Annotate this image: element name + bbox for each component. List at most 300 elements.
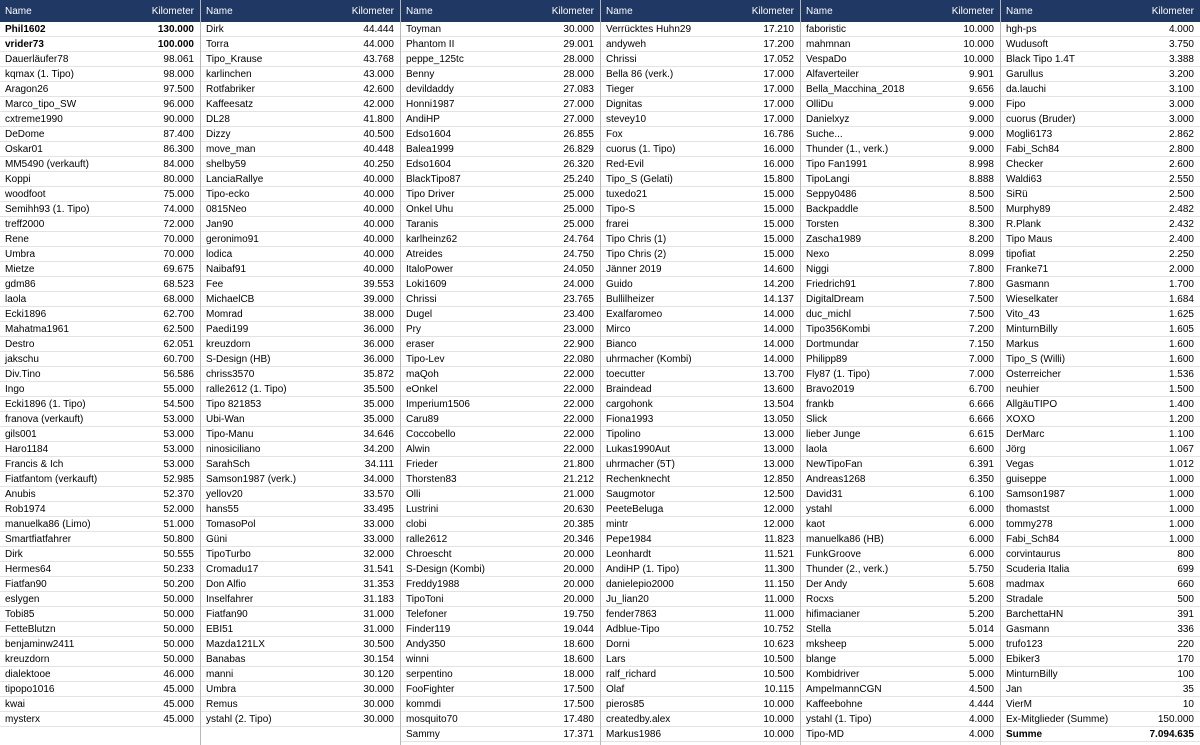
cell-kilometer[interactable]: 7.800 — [968, 263, 994, 275]
cell-kilometer[interactable]: 19.750 — [563, 608, 594, 620]
cell-kilometer[interactable]: 220 — [1177, 638, 1194, 650]
cell-name[interactable]: Honni1987 — [406, 98, 455, 110]
cell-kilometer[interactable]: 21.212 — [563, 473, 594, 485]
cell-name[interactable]: Dignitas — [606, 98, 643, 110]
cell-name[interactable]: Lars — [606, 653, 626, 665]
cell-kilometer[interactable]: 3.388 — [1168, 53, 1194, 65]
cell-name[interactable]: gils001 — [5, 428, 37, 440]
cell-kilometer[interactable]: 20.000 — [563, 563, 594, 575]
cell-kilometer[interactable]: 17.052 — [763, 53, 794, 65]
cell-kilometer[interactable]: 10.500 — [763, 653, 794, 665]
cell-kilometer[interactable]: 4.500 — [968, 683, 994, 695]
cell-kilometer[interactable]: 40.000 — [363, 188, 394, 200]
cell-name[interactable]: Thunder (1., verk.) — [806, 143, 889, 155]
cell-kilometer[interactable]: 70.000 — [163, 233, 194, 245]
cell-name[interactable]: Haro1184 — [5, 443, 49, 455]
cell-kilometer[interactable]: 3.000 — [1168, 98, 1194, 110]
cell-kilometer[interactable]: 16.786 — [763, 128, 794, 140]
cell-name[interactable]: Lukas1990Aut — [606, 443, 670, 455]
cell-kilometer[interactable]: 18.600 — [563, 638, 594, 650]
cell-kilometer[interactable]: 27.000 — [563, 113, 594, 125]
cell-name[interactable]: eslygen — [5, 593, 40, 605]
cell-kilometer[interactable]: 10.000 — [763, 698, 794, 710]
cell-name[interactable]: ninosiciliano — [206, 443, 261, 455]
cell-name[interactable]: Rene — [5, 233, 29, 245]
header-kilometer[interactable]: Kilometer — [1151, 5, 1194, 17]
cell-name[interactable]: maQoh — [406, 368, 439, 380]
cell-name[interactable]: Dorni — [606, 638, 630, 650]
cell-kilometer[interactable]: 30.154 — [363, 653, 394, 665]
cell-name[interactable]: Braindead — [606, 383, 652, 395]
cell-kilometer[interactable]: 30.000 — [363, 698, 394, 710]
cell-name[interactable]: pieros85 — [606, 698, 645, 710]
cell-kilometer[interactable]: 50.200 — [163, 578, 194, 590]
cell-kilometer[interactable]: 6.100 — [968, 488, 994, 500]
cell-name[interactable]: Benny — [406, 68, 435, 80]
cell-name[interactable]: Cromadu17 — [206, 563, 259, 575]
cell-name[interactable]: tipofiat — [1006, 248, 1036, 260]
cell-name[interactable]: XOXO — [1006, 413, 1035, 425]
cell-kilometer[interactable]: 14.137 — [763, 293, 794, 305]
cell-kilometer[interactable]: 20.000 — [563, 593, 594, 605]
cell-name[interactable]: Tipolino — [606, 428, 641, 440]
cell-kilometer[interactable]: 2.600 — [1168, 158, 1194, 170]
cell-kilometer[interactable]: 74.000 — [163, 203, 194, 215]
cell-kilometer[interactable]: 6.000 — [968, 518, 994, 530]
cell-name[interactable]: Tipo_S (Gelati) — [606, 173, 673, 185]
cell-kilometer[interactable]: 1.000 — [1168, 518, 1194, 530]
cell-kilometer[interactable]: 1.625 — [1168, 308, 1194, 320]
cell-kilometer[interactable]: 13.504 — [763, 398, 794, 410]
cell-name[interactable]: OlliDu — [806, 98, 834, 110]
cell-name[interactable]: winni — [406, 653, 429, 665]
cell-kilometer[interactable]: 40.000 — [363, 218, 394, 230]
cell-name[interactable]: Naibaf91 — [206, 263, 247, 275]
cell-kilometer[interactable]: 31.541 — [363, 563, 394, 575]
cell-kilometer[interactable]: 14.200 — [763, 278, 794, 290]
cell-name[interactable]: DL28 — [206, 113, 230, 125]
cell-name[interactable]: kwai — [5, 698, 26, 710]
cell-name[interactable]: Fabi_Sch84 — [1006, 533, 1060, 545]
cell-name[interactable]: Tipo_Krause — [206, 53, 263, 65]
cell-kilometer[interactable]: 6.600 — [968, 443, 994, 455]
cell-name[interactable]: shelby59 — [206, 158, 247, 170]
cell-kilometer[interactable]: 22.000 — [563, 413, 594, 425]
header-kilometer[interactable]: Kilometer — [551, 5, 594, 17]
cell-name[interactable]: Black Tipo 1.4T — [1006, 53, 1075, 65]
cell-name[interactable]: Leonhardt — [606, 548, 652, 560]
cell-kilometer[interactable]: 9.000 — [968, 143, 994, 155]
cell-kilometer[interactable]: 500 — [1177, 593, 1194, 605]
cell-kilometer[interactable]: 23.000 — [563, 323, 594, 335]
cell-name[interactable]: Kombidriver — [806, 668, 860, 680]
cell-name[interactable]: Tobi85 — [5, 608, 35, 620]
cell-name[interactable]: Pry — [406, 323, 421, 335]
cell-name[interactable]: Bella 86 (verk.) — [606, 68, 674, 80]
cell-kilometer[interactable]: 50.000 — [163, 638, 194, 650]
cell-name[interactable]: Dortmundar — [806, 338, 859, 350]
cell-name[interactable]: Fee — [206, 278, 224, 290]
cell-name[interactable]: Fiatfan90 — [206, 608, 248, 620]
cell-kilometer[interactable]: 30.000 — [363, 713, 394, 725]
cell-kilometer[interactable]: 2.550 — [1168, 173, 1194, 185]
cell-kilometer[interactable]: 98.000 — [163, 68, 194, 80]
cell-kilometer[interactable]: 8.500 — [968, 188, 994, 200]
cell-kilometer[interactable]: 4.000 — [968, 713, 994, 725]
cell-kilometer[interactable]: 24.750 — [563, 248, 594, 260]
cell-kilometer[interactable]: 68.000 — [163, 293, 194, 305]
cell-name[interactable]: Tipo356Kombi — [806, 323, 871, 335]
cell-kilometer[interactable]: 17.000 — [763, 68, 794, 80]
cell-name[interactable]: 0815Neo — [206, 203, 247, 215]
cell-kilometer[interactable]: 8.099 — [968, 248, 994, 260]
cell-kilometer[interactable]: 10.752 — [763, 623, 794, 635]
cell-name[interactable]: yellov20 — [206, 488, 243, 500]
cell-kilometer[interactable]: 34.111 — [364, 458, 394, 470]
cell-name[interactable]: danielepio2000 — [606, 578, 674, 590]
cell-name[interactable]: Gasmann — [1006, 623, 1050, 635]
cell-name[interactable]: laola — [806, 443, 828, 455]
cell-name[interactable]: Sammy — [406, 728, 440, 740]
cell-name[interactable]: TipoTurbo — [206, 548, 251, 560]
cell-kilometer[interactable]: 43.768 — [363, 53, 394, 65]
cell-kilometer[interactable]: 5.750 — [968, 563, 994, 575]
cell-kilometer[interactable]: 100.000 — [157, 38, 194, 50]
cell-kilometer[interactable]: 6.700 — [968, 383, 994, 395]
cell-kilometer[interactable]: 35.872 — [363, 368, 394, 380]
cell-kilometer[interactable]: 23.400 — [563, 308, 594, 320]
cell-kilometer[interactable]: 33.570 — [363, 488, 394, 500]
cell-name[interactable]: Güni — [206, 533, 228, 545]
cell-kilometer[interactable]: 53.000 — [163, 413, 194, 425]
cell-kilometer[interactable]: 25.240 — [563, 173, 594, 185]
cell-name[interactable]: Tipo Chris (1) — [606, 233, 667, 245]
cell-name[interactable]: ItaloPower — [406, 263, 454, 275]
cell-kilometer[interactable]: 25.000 — [563, 218, 594, 230]
cell-kilometer[interactable]: 39.000 — [363, 293, 394, 305]
cell-name[interactable]: Niggi — [806, 263, 829, 275]
cell-name[interactable]: Slick — [806, 413, 828, 425]
cell-name[interactable]: Vegas — [1006, 458, 1034, 470]
cell-name[interactable]: kommdi — [406, 698, 442, 710]
cell-name[interactable]: Finder119 — [406, 623, 451, 635]
cell-name[interactable]: manuelka86 (Limo) — [5, 518, 91, 530]
cell-name[interactable]: Balea1999 — [406, 143, 454, 155]
cell-kilometer[interactable]: 69.675 — [163, 263, 194, 275]
cell-kilometer[interactable]: 62.700 — [163, 308, 194, 320]
cell-name[interactable]: Phil1602 — [5, 23, 46, 35]
cell-name[interactable]: Fiatfan90 — [5, 578, 47, 590]
cell-kilometer[interactable]: 1.000 — [1168, 533, 1194, 545]
cell-kilometer[interactable]: 21.000 — [563, 488, 594, 500]
cell-kilometer[interactable]: 800 — [1177, 548, 1194, 560]
cell-kilometer[interactable]: 34.200 — [363, 443, 394, 455]
cell-name[interactable]: andyweh — [606, 38, 647, 50]
cell-kilometer[interactable]: 39.553 — [363, 278, 394, 290]
cell-kilometer[interactable]: 27.000 — [563, 98, 594, 110]
cell-name[interactable]: Tipo 821853 — [206, 398, 262, 410]
cell-kilometer[interactable]: 13.000 — [763, 458, 794, 470]
cell-name[interactable]: Smartfiatfahrer — [5, 533, 72, 545]
cell-name[interactable]: franova (verkauft) — [5, 413, 84, 425]
cell-kilometer[interactable]: 11.000 — [764, 608, 794, 620]
cell-name[interactable]: Guido — [606, 278, 633, 290]
cell-kilometer[interactable]: 20.385 — [563, 518, 594, 530]
cell-kilometer[interactable]: 44.444 — [363, 23, 394, 35]
cell-name[interactable]: fender7863 — [606, 608, 657, 620]
cell-kilometer[interactable]: 1.100 — [1168, 428, 1194, 440]
cell-kilometer[interactable]: 7.500 — [968, 308, 994, 320]
cell-kilometer[interactable]: 84.000 — [163, 158, 194, 170]
header-name[interactable]: Name — [206, 5, 233, 17]
cell-kilometer[interactable]: 12.000 — [763, 503, 794, 515]
cell-kilometer[interactable]: 60.700 — [163, 353, 194, 365]
cell-name[interactable]: Stella — [806, 623, 832, 635]
cell-kilometer[interactable]: 40.500 — [363, 128, 394, 140]
cell-name[interactable]: gdm86 — [5, 278, 36, 290]
cell-kilometer[interactable]: 150.000 — [1157, 713, 1194, 725]
cell-kilometer[interactable]: 4.000 — [1168, 23, 1194, 35]
cell-name[interactable]: BarchettaHN — [1006, 608, 1064, 620]
cell-kilometer[interactable]: 4.444 — [968, 698, 994, 710]
cell-name[interactable]: cxtreme1990 — [5, 113, 63, 125]
cell-name[interactable]: FetteBlutzn — [5, 623, 56, 635]
cell-kilometer[interactable]: 1.536 — [1168, 368, 1194, 380]
cell-kilometer[interactable]: 15.800 — [763, 173, 794, 185]
cell-name[interactable]: Loki1609 — [406, 278, 447, 290]
cell-kilometer[interactable]: 24.050 — [563, 263, 594, 275]
cell-name[interactable]: ystahl (1. Tipo) — [806, 713, 872, 725]
cell-kilometer[interactable]: 45.000 — [163, 713, 194, 725]
cell-name[interactable]: trufo123 — [1006, 638, 1043, 650]
cell-name[interactable]: Div.Tino — [5, 368, 41, 380]
cell-name[interactable]: Mirco — [606, 323, 631, 335]
cell-name[interactable]: Fipo — [1006, 98, 1026, 110]
cell-name[interactable]: Chroescht — [406, 548, 452, 560]
cell-kilometer[interactable]: 14.600 — [763, 263, 794, 275]
cell-name[interactable]: geronimo91 — [206, 233, 259, 245]
cell-name[interactable]: kqmax (1. Tipo) — [5, 68, 74, 80]
cell-name[interactable]: Jan — [1006, 683, 1023, 695]
cell-kilometer[interactable]: 56.586 — [163, 368, 194, 380]
cell-name[interactable]: Tipo Driver — [406, 188, 455, 200]
cell-name[interactable]: Onkel Uhu — [406, 203, 454, 215]
cell-kilometer[interactable]: 3.000 — [1168, 113, 1194, 125]
cell-kilometer[interactable]: 28.000 — [563, 68, 594, 80]
cell-name[interactable]: tuxedo21 — [606, 188, 648, 200]
cell-kilometer[interactable]: 52.985 — [163, 473, 194, 485]
cell-name[interactable]: kaot — [806, 518, 825, 530]
header-name[interactable]: Name — [806, 5, 833, 17]
cell-kilometer[interactable]: 3.750 — [1168, 38, 1194, 50]
cell-kilometer[interactable]: 8.200 — [968, 233, 994, 245]
cell-kilometer[interactable]: 36.000 — [363, 353, 394, 365]
cell-name[interactable]: Rob1974 — [5, 503, 46, 515]
cell-name[interactable]: Checker — [1006, 158, 1044, 170]
cell-kilometer[interactable]: 40.000 — [363, 233, 394, 245]
cell-kilometer[interactable]: 16.000 — [763, 143, 794, 155]
cell-name[interactable]: mosquito70 — [406, 713, 458, 725]
cell-name[interactable]: Markus — [1006, 338, 1039, 350]
cell-kilometer[interactable]: 6.000 — [968, 548, 994, 560]
cell-name[interactable]: Garullus — [1006, 68, 1044, 80]
cell-name[interactable]: toecutter — [606, 368, 645, 380]
cell-name[interactable]: Semihh93 (1. Tipo) — [5, 203, 90, 215]
cell-kilometer[interactable]: 50.000 — [163, 608, 194, 620]
cell-name[interactable]: S-Design (HB) — [206, 353, 271, 365]
cell-name[interactable]: Waldi63 — [1006, 173, 1042, 185]
cell-name[interactable]: Thorsten83 — [406, 473, 457, 485]
cell-kilometer[interactable]: 21.800 — [563, 458, 594, 470]
cell-kilometer[interactable]: 35 — [1182, 683, 1194, 695]
cell-name[interactable]: Pepe1984 — [606, 533, 652, 545]
cell-kilometer[interactable]: 36.000 — [363, 323, 394, 335]
cell-name[interactable]: Mahatma1961 — [5, 323, 69, 335]
cell-name[interactable]: Tipo Chris (2) — [606, 248, 667, 260]
cell-name[interactable]: stevey10 — [606, 113, 647, 125]
cell-name[interactable]: NewTipoFan — [806, 458, 863, 470]
cell-kilometer[interactable]: 41.800 — [363, 113, 394, 125]
cell-kilometer[interactable]: 20.000 — [563, 578, 594, 590]
cell-name[interactable]: FunkGroove — [806, 548, 862, 560]
cell-name[interactable]: Der Andy — [806, 578, 848, 590]
cell-kilometer[interactable]: 32.000 — [363, 548, 394, 560]
cell-kilometer[interactable]: 70.000 — [163, 248, 194, 260]
cell-name[interactable]: Chrissi — [606, 53, 637, 65]
cell-kilometer[interactable]: 80.000 — [163, 173, 194, 185]
cell-kilometer[interactable]: 50.000 — [163, 623, 194, 635]
cell-kilometer[interactable]: 1.600 — [1168, 353, 1194, 365]
cell-kilometer[interactable]: 40.448 — [363, 143, 394, 155]
cell-name[interactable]: Summe — [1006, 728, 1043, 740]
cell-kilometer[interactable]: 17.200 — [763, 38, 794, 50]
cell-name[interactable]: uhrmacher (Kombi) — [606, 353, 692, 365]
cell-kilometer[interactable]: 5.608 — [968, 578, 994, 590]
cell-name[interactable]: EBI51 — [206, 623, 234, 635]
cell-kilometer[interactable]: 6.391 — [968, 458, 994, 470]
cell-kilometer[interactable]: 15.000 — [763, 203, 794, 215]
cell-name[interactable]: Frieder — [406, 458, 438, 470]
cell-name[interactable]: Oskar01 — [5, 143, 43, 155]
cell-name[interactable]: Torra — [206, 38, 229, 50]
cell-kilometer[interactable]: 6.615 — [968, 428, 994, 440]
cell-name[interactable]: cuorus (1. Tipo) — [606, 143, 676, 155]
cell-kilometer[interactable]: 15.000 — [763, 248, 794, 260]
cell-name[interactable]: treff2000 — [5, 218, 45, 230]
cell-kilometer[interactable]: 7.150 — [968, 338, 994, 350]
cell-name[interactable]: BlackTipo87 — [406, 173, 461, 185]
cell-kilometer[interactable]: 6.666 — [968, 398, 994, 410]
cell-name[interactable]: Ex-Mitglieder (Summe) — [1006, 713, 1109, 725]
cell-kilometer[interactable]: 11.300 — [764, 563, 794, 575]
cell-kilometer[interactable]: 10.000 — [963, 23, 994, 35]
cell-name[interactable]: move_man — [206, 143, 256, 155]
cell-name[interactable]: Rechenknecht — [606, 473, 670, 485]
cell-kilometer[interactable]: 50.555 — [163, 548, 194, 560]
cell-name[interactable]: Koppi — [5, 173, 31, 185]
cell-kilometer[interactable]: 44.000 — [363, 38, 394, 50]
cell-name[interactable]: Saugmotor — [606, 488, 655, 500]
cell-name[interactable]: tipopo1016 — [5, 683, 55, 695]
cell-kilometer[interactable]: 14.000 — [763, 323, 794, 335]
cell-kilometer[interactable]: 1.700 — [1168, 278, 1194, 290]
cell-kilometer[interactable]: 13.050 — [763, 413, 794, 425]
cell-kilometer[interactable]: 17.000 — [763, 83, 794, 95]
cell-name[interactable]: ystahl (2. Tipo) — [206, 713, 272, 725]
cell-kilometer[interactable]: 2.800 — [1168, 143, 1194, 155]
cell-name[interactable]: Taranis — [406, 218, 439, 230]
cell-name[interactable]: Franke71 — [1006, 263, 1049, 275]
cell-kilometer[interactable]: 15.000 — [763, 188, 794, 200]
cell-name[interactable]: benjaminw2411 — [5, 638, 75, 650]
cell-name[interactable]: createdby.alex — [606, 713, 671, 725]
cell-name[interactable]: hifimacianer — [806, 608, 860, 620]
cell-kilometer[interactable]: 18.600 — [563, 653, 594, 665]
cell-kilometer[interactable]: 42.600 — [363, 83, 394, 95]
cell-kilometer[interactable]: 17.000 — [763, 98, 794, 110]
cell-name[interactable]: David31 — [806, 488, 843, 500]
cell-name[interactable]: Gasmann — [1006, 278, 1050, 290]
cell-name[interactable]: TipoLangi — [806, 173, 850, 185]
cell-name[interactable]: ralf_richard — [606, 668, 657, 680]
cell-name[interactable]: Ecki1896 (1. Tipo) — [5, 398, 86, 410]
cell-kilometer[interactable]: 5.200 — [968, 593, 994, 605]
cell-name[interactable]: ralle2612 (1. Tipo) — [206, 383, 287, 395]
cell-kilometer[interactable]: 86.300 — [163, 143, 194, 155]
cell-kilometer[interactable]: 43.000 — [363, 68, 394, 80]
cell-name[interactable]: Kaffeesatz — [206, 98, 254, 110]
cell-name[interactable]: Fabi_Sch84 — [1006, 143, 1060, 155]
header-kilometer[interactable]: Kilometer — [951, 5, 994, 17]
cell-kilometer[interactable]: 7.200 — [968, 323, 994, 335]
cell-name[interactable]: cargohonk — [606, 398, 653, 410]
cell-kilometer[interactable]: 5.200 — [968, 608, 994, 620]
cell-kilometer[interactable]: 17.500 — [563, 698, 594, 710]
cell-name[interactable]: Edso1604 — [406, 158, 452, 170]
cell-name[interactable]: faboristic — [806, 23, 847, 35]
cell-name[interactable]: Tipo Fan1991 — [806, 158, 868, 170]
cell-name[interactable]: Philipp89 — [806, 353, 848, 365]
cell-name[interactable]: Inselfahrer — [206, 593, 254, 605]
cell-name[interactable]: chriss3570 — [206, 368, 255, 380]
cell-kilometer[interactable]: 46.000 — [163, 668, 194, 680]
cell-kilometer[interactable]: 699 — [1177, 563, 1194, 575]
cell-name[interactable]: Jan90 — [206, 218, 234, 230]
cell-name[interactable]: Murphy89 — [1006, 203, 1051, 215]
cell-kilometer[interactable]: 10.000 — [963, 53, 994, 65]
cell-name[interactable]: kreuzdorn — [5, 653, 50, 665]
cell-name[interactable]: Danielxyz — [806, 113, 850, 125]
cell-kilometer[interactable]: 3.100 — [1168, 83, 1194, 95]
cell-kilometer[interactable]: 9.656 — [968, 83, 994, 95]
cell-name[interactable]: VespaDo — [806, 53, 847, 65]
cell-kilometer[interactable]: 7.094.635 — [1149, 728, 1194, 740]
cell-kilometer[interactable]: 52.370 — [163, 488, 194, 500]
cell-name[interactable]: Mogli6173 — [1006, 128, 1053, 140]
cell-name[interactable]: Adblue-Tipo — [606, 623, 660, 635]
cell-kilometer[interactable]: 27.083 — [563, 83, 594, 95]
cell-name[interactable]: Telefoner — [406, 608, 448, 620]
cell-kilometer[interactable]: 660 — [1177, 578, 1194, 590]
cell-kilometer[interactable]: 50.000 — [163, 653, 194, 665]
cell-kilometer[interactable]: 18.000 — [563, 668, 594, 680]
cell-kilometer[interactable]: 6.350 — [968, 473, 994, 485]
cell-name[interactable]: Anubis — [5, 488, 36, 500]
cell-name[interactable]: Friedrich91 — [806, 278, 857, 290]
cell-name[interactable]: AndiHP — [406, 113, 440, 125]
cell-name[interactable]: frarei — [606, 218, 629, 230]
cell-name[interactable]: eOnkel — [406, 383, 438, 395]
